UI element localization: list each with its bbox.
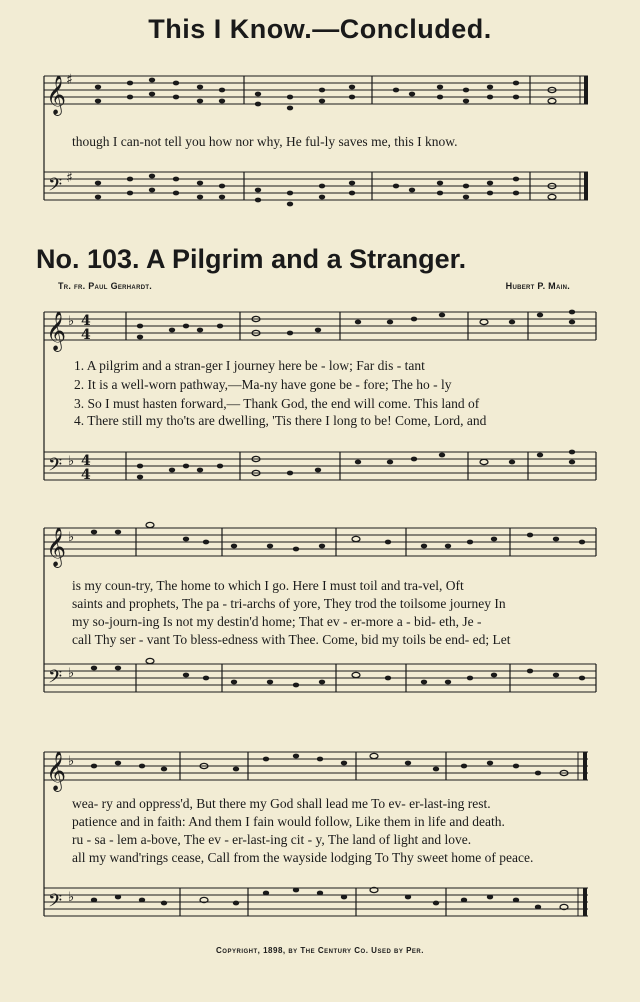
verse-line: 1. A pilgrim and a stran-ger I journey here be - low; Far dis - tant <box>74 358 425 373</box>
svg-text:4: 4 <box>81 313 91 329</box>
page-title: This I Know.—Concluded. <box>148 14 492 44</box>
svg-text:♭: ♭ <box>68 530 75 545</box>
verse-line: wea- ry and oppress'd, But there my God shall lead me To ev- er-last-ing rest. <box>72 796 491 811</box>
note-heads <box>91 78 585 910</box>
verse-line: 4. There still my tho'ts are dwelling, 'Tis there I long to be! Come, Lord, and <box>74 413 487 428</box>
svg-text:𝄢: 𝄢 <box>48 891 63 916</box>
svg-text:4: 4 <box>81 453 91 469</box>
svg-text:𝄞: 𝄞 <box>46 751 67 791</box>
svg-text:𝄢: 𝄢 <box>48 667 63 692</box>
copyright-notice: Copyright, 1898, by The Century Co. Used by Per. <box>216 946 424 955</box>
verse-line: my so-journ-ing Is not my destin'd home; That ev - er-more a - bid- eth, Je - <box>72 614 482 629</box>
verse-line: patience and in faith: And them I fain would follow, Like them in life and death. <box>72 814 505 829</box>
staff-lines <box>44 76 596 916</box>
verse-line: call Thy ser - vant To bless-edness with Thee. Come, bid my toils be end- ed; Let <box>72 632 511 647</box>
svg-text:𝄞: 𝄞 <box>46 311 67 351</box>
author-credit: Tr. fr. Paul Gerhardt. <box>58 281 153 291</box>
svg-text:♭: ♭ <box>68 754 75 769</box>
first-hymn-lyric: though I can-not tell you how nor why, He ful-ly saves me, this I know. <box>72 134 458 149</box>
svg-text:𝄢: 𝄢 <box>48 455 63 480</box>
svg-text:𝄢: 𝄢 <box>48 175 63 200</box>
barlines <box>44 76 596 916</box>
verse-line: is my coun-try, The home to which I go. Here I must toil and tra-vel, Oft <box>72 578 464 593</box>
verse-line: saints and prophets, The pa - tri-archs of yore, They trod the toilsome journey In <box>72 596 506 611</box>
verse-line: 2. It is a well-worn pathway,—Ma-ny have gone be - fore; The ho - ly <box>74 377 452 392</box>
clefs <box>46 72 91 916</box>
hymn-title: No. 103. A Pilgrim and a Stranger. <box>36 244 467 274</box>
svg-text:♭: ♭ <box>68 314 75 329</box>
svg-text:4: 4 <box>81 327 91 343</box>
svg-text:♯: ♯ <box>66 170 73 186</box>
svg-text:𝄞: 𝄞 <box>46 75 67 115</box>
svg-text:♯: ♯ <box>66 72 73 88</box>
verse-line: 3. So I must hasten forward,— Thank God, the end will come. This land of <box>74 396 480 411</box>
svg-text:𝄞: 𝄞 <box>46 527 67 567</box>
svg-text:♭: ♭ <box>68 890 75 905</box>
svg-text:♭: ♭ <box>68 454 75 469</box>
svg-text:4: 4 <box>81 467 91 483</box>
svg-text:♭: ♭ <box>68 666 75 681</box>
composer-credit: Hubert P. Main. <box>505 281 570 291</box>
final-barlines <box>578 76 586 916</box>
verse-line: ru - sa - lem a-bove, The ev - er-last-ing cit - y, The land of light and love. <box>72 832 472 847</box>
verse-line: all my wand'rings cease, Call from the wayside lodging To Thy sweet home of peace. <box>72 850 534 865</box>
